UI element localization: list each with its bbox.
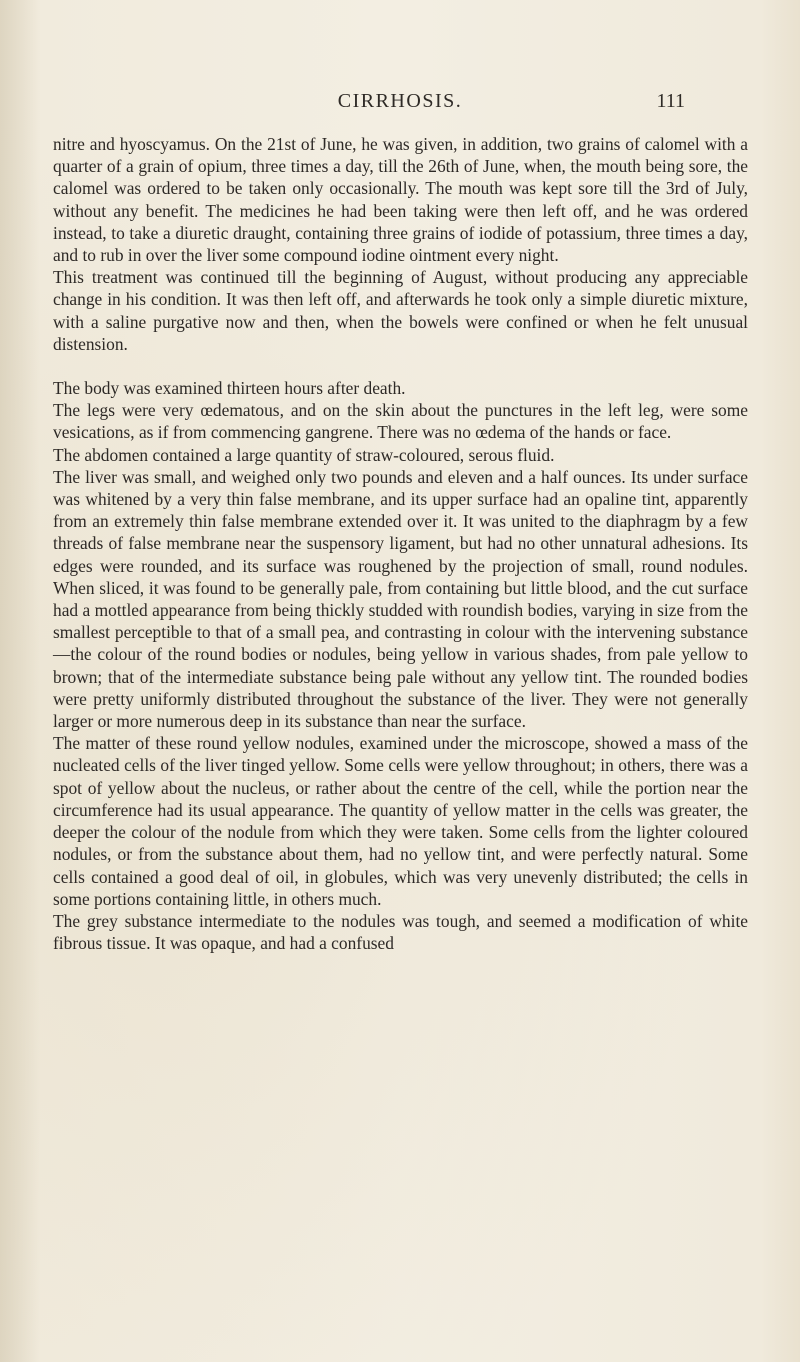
paragraph: The body was examined thirteen hours after death.	[53, 378, 406, 399]
body-text	[53, 133, 748, 954]
running-title: CIRRHOSIS.	[337, 90, 463, 112]
page-number: 111	[656, 90, 685, 112]
paragraph: The liver was small, and weighed only two pounds and eleven and a half ounces. Its under surface was whitened by a very thin false membrane, and its upper surface had an opaline tint, apparently from an extremely thin false membrane extended over it. It was united to the diaphragm by a few threads of false membrane near the suspensory ligament, but had no other unnatural adhesions. Its edges were rounded, and its surface was roughened by the projection of small, round nodules. When sliced, it was found to be generally pale, from containing but little blood, and the cut surface had a mottled appearance from being thickly studded with roundish bodies, varying in size from the smallest perceptible to that of a small pea, and contrasting in colour with the intervening substance—the colour of the round bodies or nodules, being yellow in various shades, from pale yellow to brown; that of the intermediate substance being pale without any yellow tint. The rounded bodies were pretty uniformly distributed throughout the substance of the liver. They were not generally larger or more numerous deep in its substance than near the surface.	[53, 466, 748, 732]
paragraph: The matter of these round yellow nodules, examined under the microscope, showed a mass of the nucleated cells of the liver tinged yellow. Some cells were yellow throughout; in others, there was a spot of yellow about the nucleus, or rather about the centre of the cell, while the portion near the circumference had its usual appearance. The quantity of yellow matter in the cells was greater, the deeper the colour of the nodule from which they were taken. Some cells from the lighter coloured nodules, or from the substance about them, had no yellow tint, and were perfectly natural. Some cells contained a good deal of oil, in globules, which was very unevenly distributed; the cells in some portions containing little, in others much.	[53, 733, 748, 909]
paragraph: This treatment was continued till the beginning of August, without producing any appreciable change in his condition. It was then left off, and afterwards he took only a simple diuretic mixture, with a saline purgative now and then, when the bowels were confined or when he felt unusual distension.	[53, 267, 748, 354]
paragraph: The abdomen contained a large quantity of straw-coloured, serous fluid.	[53, 444, 555, 465]
paragraph: The grey substance intermediate to the nodules was tough, and seemed a modification of white fibrous tissue. It was opaque, and had a confused	[53, 910, 748, 954]
paragraph: nitre and hyoscyamus. On the 21st of June, he was given, in addition, two grains of calomel with a quarter of a grain of opium, three times a day, till the 26th of June, when, the mouth being sore, the calomel was ordered to be taken only occasionally. The mouth was kept sore till the 3rd of July, without any benefit. The medicines he had been taking were then left off, and he was ordered instead, to take a diuretic draught, containing three grains of iodide of potassium, three times a day, and to rub in over the liver some compound iodine ointment every night.	[53, 134, 748, 266]
paragraph: The legs were very œdematous, and on the skin about the punctures in the left leg, were some vesications, as if from commencing gangrene. There was no œdema of the hands or face.	[53, 400, 748, 443]
page-header	[0, 90, 800, 120]
page-edge-shading	[0, 0, 40, 1362]
